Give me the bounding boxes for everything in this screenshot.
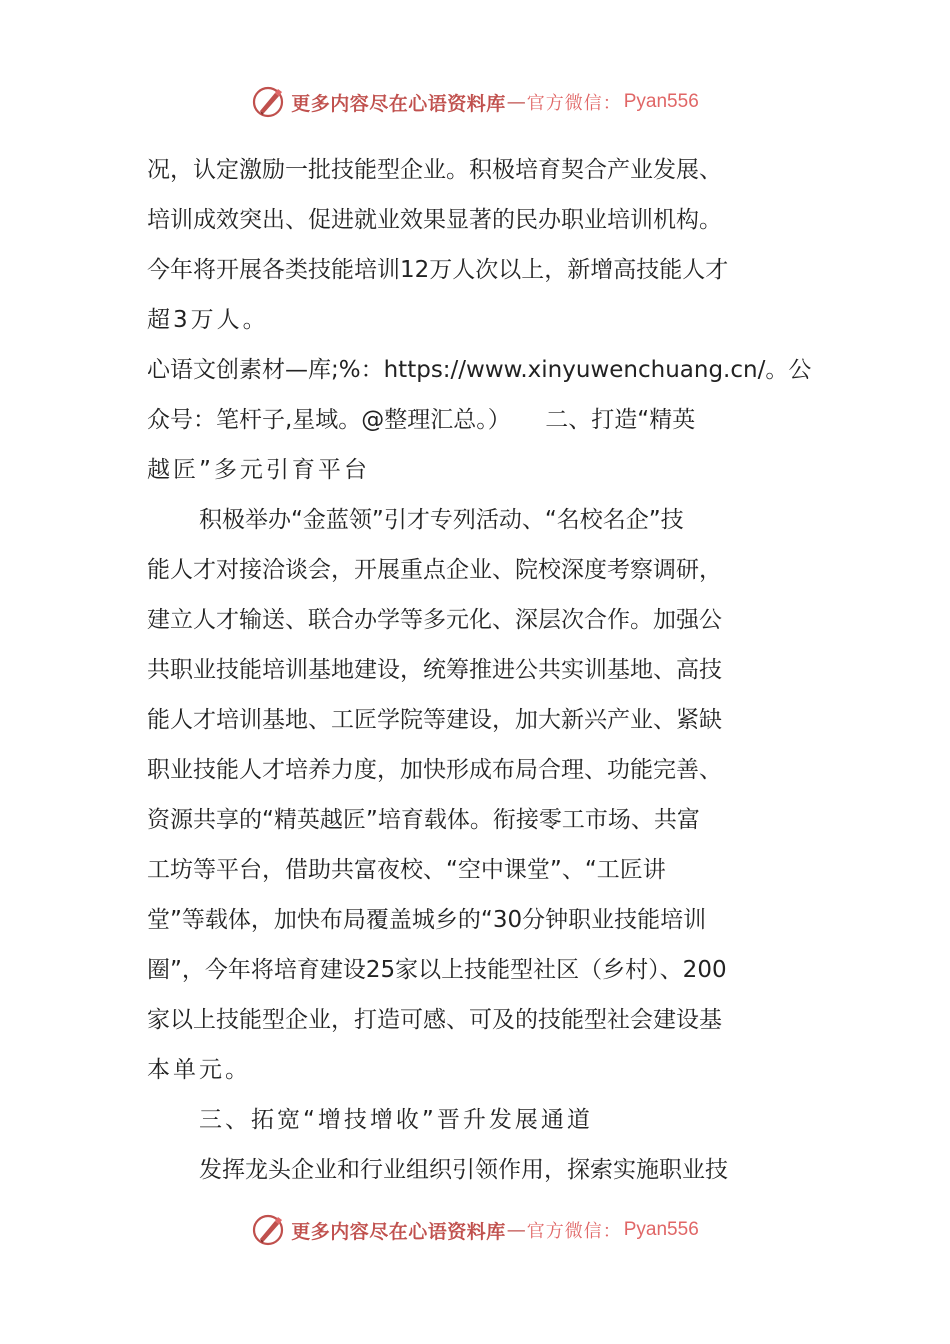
paragraph-first-line: 积极举办“金蓝领”引才专列活动、“名校名企”技 xyxy=(199,507,684,533)
banner-wechat-id: Pyan556 xyxy=(623,1219,699,1240)
text-line: 职业技能人才培养力度，加快形成布局合理、功能完善、 xyxy=(147,757,722,783)
text-line: 资源共享的“精英越匠”培育载体。衔接零工市场、共富 xyxy=(147,807,700,833)
text-line: 建立人才输送、联合办学等多元化、深层次合作。加强公 xyxy=(147,607,722,633)
section-heading: 越匠”多元引育平台 xyxy=(147,457,370,483)
text-line: 共职业技能培训基地建设，统筹推进公共实训基地、高技 xyxy=(147,657,722,683)
text-line: 能人才培训基地、工匠学院等建设，加大新兴产业、紧缺 xyxy=(147,707,722,733)
banner-dash: — xyxy=(506,91,526,113)
text-line: 况，认定激励一批技能型企业。积极培育契合产业发展、 xyxy=(147,157,722,183)
banner-wechat-label: 官方微信： xyxy=(526,93,622,114)
text-line: 圈”，今年将培育建设25家以上技能型社区（乡村）、200 xyxy=(147,957,727,983)
header-banner xyxy=(0,82,950,122)
text-line: 众号：笔杆子,星域。@整理汇总。） 二、打造“精英 xyxy=(147,407,696,433)
banner-wechat-label: 官方微信： xyxy=(526,1221,622,1242)
text-line: 超3万人。 xyxy=(147,307,269,333)
text-line: 工坊等平台，借助共富夜校、“空中课堂”、“工匠讲 xyxy=(147,857,666,883)
text-line: 能人才对接洽谈会，开展重点企业、院校深度考察调研， xyxy=(147,557,722,583)
banner-title: 更多内容尽在心语资料库 xyxy=(291,1220,506,1243)
banner-dash: — xyxy=(506,1219,526,1241)
paragraph-first-line: 发挥龙头企业和行业组织引领作用，探索实施职业技 xyxy=(199,1157,728,1183)
document-body xyxy=(147,145,812,1195)
banner-wechat-id: Pyan556 xyxy=(623,91,699,112)
pen-logo-icon xyxy=(251,84,287,120)
text-line: 心语文创素材—库;%：https://www.xinyuwenchuang.cn/。公 xyxy=(147,357,812,383)
text-line: 今年将开展各类技能培训12万人次以上，新增高技能人才 xyxy=(147,257,729,283)
text-line: 家以上技能型企业，打造可感、可及的技能型社会建设基 xyxy=(147,1007,722,1033)
banner-title: 更多内容尽在心语资料库 xyxy=(291,92,506,115)
text-line: 本单元。 xyxy=(147,1057,251,1083)
footer-banner xyxy=(0,1210,950,1250)
section-heading: 三、拓宽“增技增收”晋升发展通道 xyxy=(199,1107,593,1133)
text-line: 堂”等载体，加快布局覆盖城乡的“30分钟职业技能培训 xyxy=(147,907,707,933)
text-line: 培训成效突出、促进就业效果显著的民办职业培训机构。 xyxy=(147,207,722,233)
pen-logo-icon xyxy=(251,1212,287,1248)
